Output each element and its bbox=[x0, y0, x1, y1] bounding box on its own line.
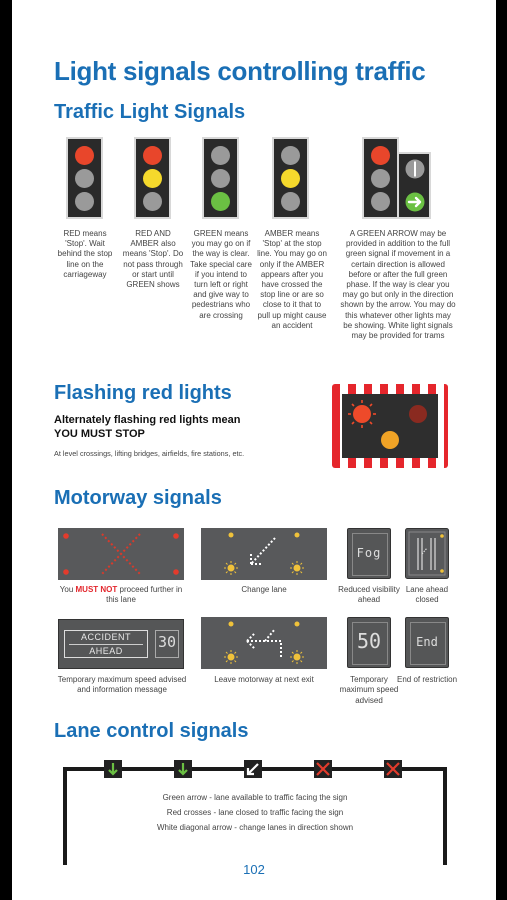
lane-legend-green: Green arrow - lane available to traffic facing the sign bbox=[162, 793, 348, 802]
caption-red: RED means 'Stop'. Wait behind the stop line on the carriageway bbox=[57, 229, 113, 279]
lamp-green-off bbox=[281, 192, 300, 211]
lamp-amber-on bbox=[281, 169, 300, 188]
lamp-off bbox=[371, 192, 390, 211]
lamp-amber-off bbox=[75, 169, 94, 188]
page bbox=[12, 0, 496, 900]
accident-text: ACCIDENT bbox=[80, 632, 131, 642]
ahead-text: AHEAD bbox=[89, 646, 123, 656]
end-restriction-sign bbox=[405, 617, 449, 668]
lamp-red-on bbox=[143, 146, 162, 165]
lane-signal-white-diagonal bbox=[244, 760, 262, 778]
caption-lane-closed: Lane ahead closed bbox=[405, 585, 449, 605]
caption-change-lane: Change lane bbox=[241, 585, 287, 594]
traffic-lights-heading: Traffic Light Signals bbox=[54, 101, 246, 123]
speed-50-text: 50 bbox=[356, 629, 382, 653]
leave-motorway-sign bbox=[201, 617, 327, 669]
fog-text: Fog bbox=[356, 546, 382, 560]
lamp-red-on bbox=[371, 146, 390, 165]
traffic-light-amber bbox=[272, 137, 309, 219]
panel-divider bbox=[69, 644, 143, 645]
traffic-light-arrow-panel bbox=[397, 152, 431, 219]
caption-must-not: You MUST NOT proceed further in this lane bbox=[59, 585, 183, 605]
lamp-green-on bbox=[211, 192, 230, 211]
accident-ahead-sign bbox=[58, 619, 184, 669]
lamp-amber-off bbox=[211, 169, 230, 188]
lamp-red-on bbox=[75, 146, 94, 165]
flashing-line1: Alternately flashing red lights mean bbox=[54, 414, 241, 426]
must-not-text: MUST NOT bbox=[75, 585, 118, 594]
lane-signal-green-arrow-1 bbox=[104, 760, 122, 778]
caption-leave-motorway: Leave motorway at next exit bbox=[214, 675, 314, 684]
caption-red-amber: RED AND AMBER also means 'Stop'. Do not pass through or start until GREEN shows bbox=[122, 229, 184, 290]
flashing-light-right bbox=[409, 405, 427, 423]
green-arrow-icon bbox=[405, 192, 425, 212]
flashing-line2: YOU MUST STOP bbox=[54, 428, 145, 440]
white-vertical-signal-icon bbox=[405, 159, 425, 179]
red-cross-lane-sign bbox=[58, 528, 184, 580]
speed-50-sign bbox=[347, 617, 391, 668]
traffic-light-red-amber bbox=[134, 137, 171, 219]
lamp-amber-off bbox=[371, 169, 390, 188]
caption-temp-max: Temporary maximum speed advised bbox=[339, 675, 399, 705]
caption-green-arrow: A GREEN ARROW may be provided in addition to the full green signal if movement in a certain direction is allowed before or after the full green phase. If the way is clear you may go but only in the direction shown by the arrow. You may do this whatever other lights may be showing. White light signals may be provided for trams bbox=[340, 229, 456, 341]
caption-amber: AMBER means 'Stop' at the stop line. You may go on only if the AMBER appears after you have crossed the stop line or are so close to it that to pull up might cause an accident bbox=[257, 229, 327, 330]
motorway-heading: Motorway signals bbox=[54, 487, 222, 509]
caption-end-restriction: End of restriction bbox=[396, 675, 458, 684]
traffic-light-red bbox=[66, 137, 103, 219]
change-lane-sign bbox=[201, 528, 327, 580]
page-title: Light signals controlling traffic bbox=[54, 56, 426, 86]
caption-temporary-speed: Temporary maximum speed advised and information message bbox=[57, 675, 187, 695]
page-number: 102 bbox=[243, 862, 265, 877]
traffic-light-green bbox=[202, 137, 239, 219]
flashing-red-lights-sign bbox=[332, 384, 448, 468]
lamp-green-off bbox=[75, 192, 94, 211]
amber-light bbox=[381, 431, 399, 449]
lamp-red-off bbox=[211, 146, 230, 165]
lane-control-heading: Lane control signals bbox=[54, 720, 249, 742]
lane-signal-red-cross-2 bbox=[384, 760, 402, 778]
flashing-note: At level crossings, lifting bridges, airfields, fire stations, etc. bbox=[54, 449, 245, 458]
lane-signal-green-arrow-2 bbox=[174, 760, 192, 778]
lamp-red-off bbox=[281, 146, 300, 165]
lane-legend-white: White diagonal arrow - change lanes in direction shown bbox=[156, 823, 354, 832]
fog-sign bbox=[347, 528, 391, 579]
caption-green: GREEN means you may go on if the way is clear. Take special care if you intend to turn left or right and give way to pedestrians who are crossing bbox=[190, 229, 252, 320]
lane-ahead-closed-sign bbox=[405, 528, 449, 579]
flashing-heading: Flashing red lights bbox=[54, 382, 232, 404]
end-text: End bbox=[416, 635, 438, 649]
lamp-amber-on bbox=[143, 169, 162, 188]
traffic-light-green-arrow bbox=[362, 137, 399, 219]
caption-reduced-visibility: Reduced visibility ahead bbox=[338, 585, 400, 605]
lamp-green-off bbox=[143, 192, 162, 211]
lane-signal-red-cross-1 bbox=[314, 760, 332, 778]
speed-30-text: 30 bbox=[157, 633, 177, 651]
lane-legend-red: Red crosses - lane closed to traffic facing the sign bbox=[166, 808, 344, 817]
